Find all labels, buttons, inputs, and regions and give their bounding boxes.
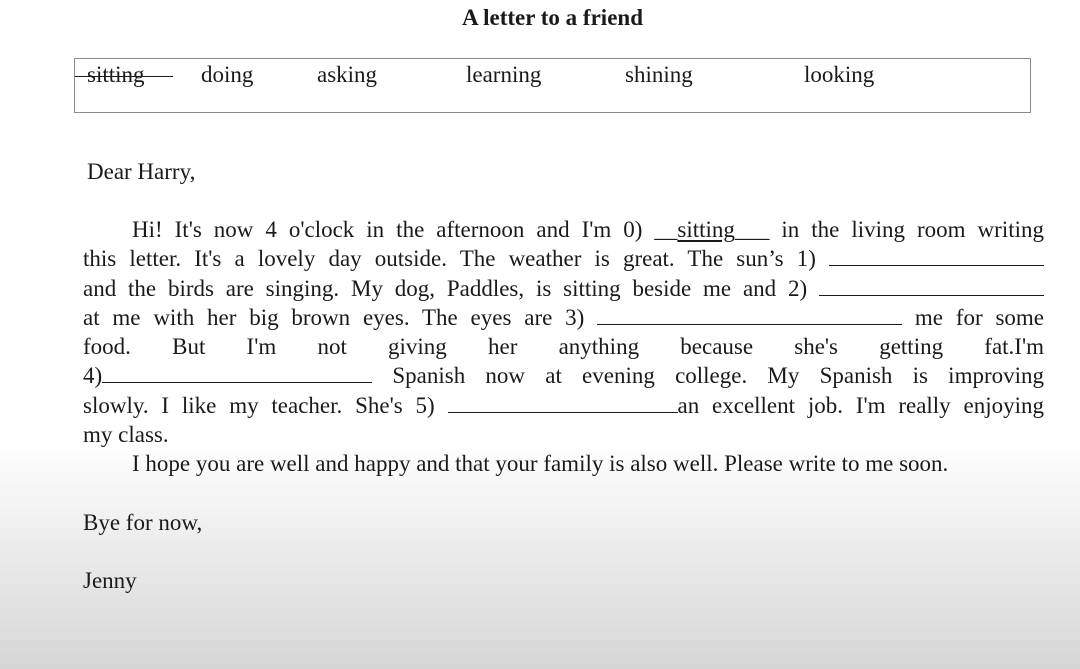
blank-2[interactable]	[819, 277, 1044, 296]
word-bank-item-shining: shining	[625, 62, 693, 87]
word-bank-item-asking: asking	[317, 62, 378, 87]
blank-1[interactable]	[829, 247, 1044, 266]
blank-3[interactable]	[597, 306, 902, 325]
word-bank-item-doing: doing	[201, 62, 254, 87]
word-bank-item-looking: looking	[804, 62, 875, 87]
example-answer: sitting	[677, 217, 735, 242]
letter-closing: Bye for now,	[83, 510, 203, 535]
blank-4[interactable]	[102, 364, 372, 383]
letter-line-3: and the birds are singing. My dog, Paddles, is sitting beside me and 2)	[83, 274, 1044, 303]
word-bank-box	[74, 58, 1031, 113]
letter-body	[83, 215, 1044, 479]
letter-line-8: my class.	[83, 422, 169, 448]
letter-line-7: slowly. I like my teacher. She's 5) an excellent job. I'm really enjoying	[83, 392, 1044, 418]
letter-line-2: this letter. It's a lovely day outside. The weather is great. The sun’s 1)	[83, 244, 1044, 273]
blank-5[interactable]	[448, 394, 678, 413]
letter-line-6: 4) Spanish now at evening college. My Spanish is improving	[83, 363, 1045, 389]
letter-signature: Jenny	[83, 568, 137, 593]
word-bank-item-sitting: sitting	[87, 62, 145, 87]
letter-line-5: food. But I'm not giving her anything because she's getting fat.I'm	[83, 334, 1044, 360]
letter-line-1: Hi! It's now 4 o'clock in the afternoon and I'm 0) __sitting___ in the living room writing	[132, 217, 1044, 242]
word-bank-item-learning: learning	[466, 62, 542, 87]
letter-salutation: Dear Harry,	[87, 159, 196, 184]
letter-line-4: at me with her big brown eyes. The eyes are 3) me for some	[83, 304, 1044, 330]
worksheet-title: A letter to a friend	[462, 5, 643, 30]
letter-paragraph-2: I hope you are well and happy and that your family is also well. Please write to me soon.	[132, 451, 949, 477]
